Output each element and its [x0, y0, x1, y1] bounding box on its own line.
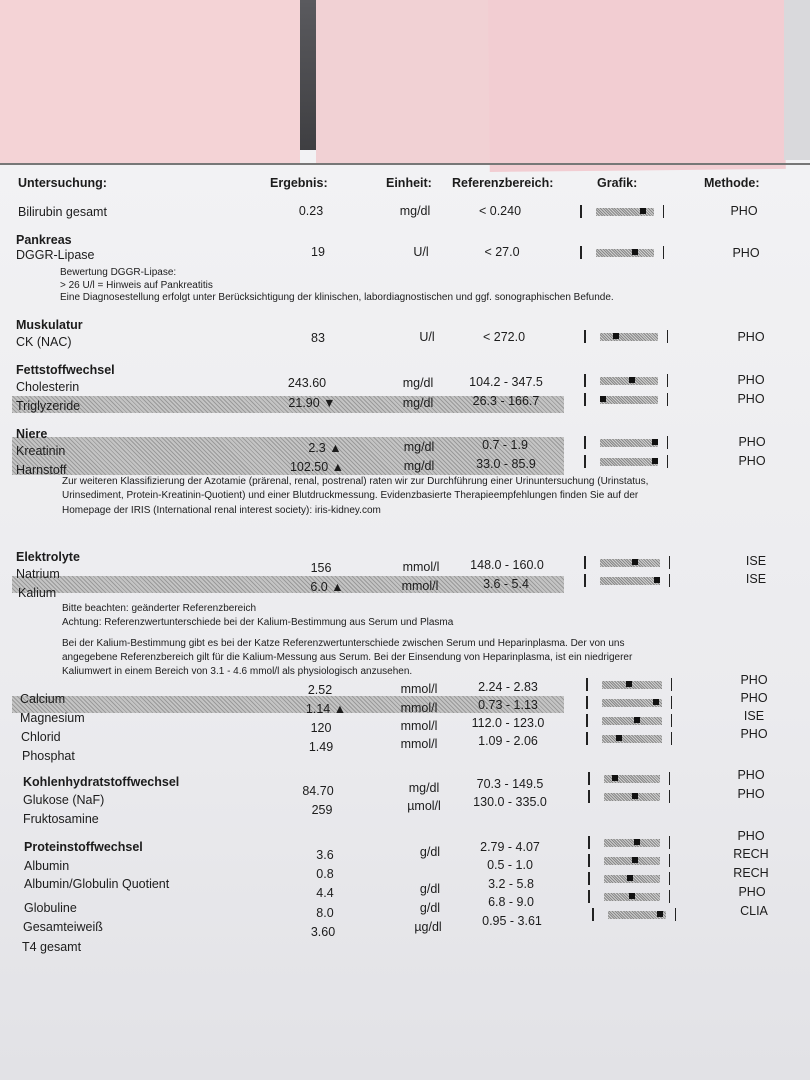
row-unit: mmol/l	[400, 701, 438, 715]
row-value: 19	[311, 245, 325, 259]
section-title: Proteinstoffwechsel	[24, 840, 143, 854]
row-method: ISE	[743, 709, 765, 723]
row-label: Albumin	[24, 859, 70, 873]
note-line: Eine Diagnosestellung erfolgt unter Berücksichtigung der klinischen, labordiagnostischen und ggf. sonographischen Befunde.	[60, 292, 614, 303]
row-reference: 33.0 - 85.9	[476, 457, 536, 471]
row-method: RECH	[733, 847, 769, 861]
row-label: Kreatinin	[16, 444, 66, 458]
row-value: 156	[310, 561, 332, 575]
row-label: Albumin/Globulin Quotient	[24, 877, 170, 891]
row-unit: U/l	[413, 245, 429, 259]
row-method: PHO	[737, 330, 765, 344]
row-value: 0.8	[316, 867, 334, 881]
row-unit: mmol/l	[401, 579, 439, 593]
note-line: > 26 U/l = Hinweis auf Pankreatitis	[60, 280, 213, 291]
row-label: Bilirubin gesamt	[18, 205, 107, 219]
row-value: 243.60	[287, 376, 327, 390]
section-title: Kohlenhydratstoffwechsel	[23, 775, 180, 789]
row-unit: µmol/l	[407, 799, 441, 813]
row-unit: U/l	[419, 330, 435, 344]
note-line: Bewertung DGGR-Lipase:	[60, 267, 177, 278]
row-value: 84.70	[302, 784, 334, 798]
row-method: RECH	[733, 866, 769, 880]
row-value: 3.6	[316, 848, 334, 862]
row-method: PHO	[737, 829, 765, 843]
row-value: 3.60	[310, 925, 336, 939]
row-reference: 148.0 - 160.0	[470, 558, 544, 572]
row-reference: 6.8 - 9.0	[488, 895, 534, 909]
note-line: Achtung: Referenzwertunterschiede bei der Kalium-Bestimmung aus Serum und Plasma	[62, 617, 454, 628]
row-unit: mmol/l	[400, 682, 438, 696]
row-label: T4 gesamt	[22, 940, 82, 954]
row-reference: 70.3 - 149.5	[476, 777, 544, 791]
row-reference: 1.09 - 2.06	[478, 734, 538, 748]
row-method: PHO	[738, 454, 766, 468]
row-label: DGGR-Lipase	[16, 248, 95, 262]
row-value: 83	[311, 331, 325, 345]
sticky-note-middle	[316, 0, 490, 165]
row-value: 6.0 ▲	[310, 580, 344, 594]
row-method: PHO	[732, 246, 760, 260]
divider-line	[0, 163, 810, 165]
row-unit: mg/dl	[402, 376, 434, 390]
header-methode: Methode:	[704, 176, 760, 190]
row-reference: 3.6 - 5.4	[483, 577, 529, 591]
header-ergebnis: Ergebnis:	[270, 176, 328, 190]
note-line: Homepage der IRIS (International renal interest society): iris-kidney.com	[62, 505, 381, 516]
row-label: Magnesium	[20, 711, 85, 725]
row-unit: mmol/l	[400, 719, 438, 733]
row-reference: < 27.0	[484, 245, 520, 259]
note-line: Urinsediment, Protein-Kreatinin-Quotient) und einer Blutdruckmessung. Evidenzbasierte Therapieempfehlungen finden Sie auf der	[62, 490, 639, 501]
section-title: Elektrolyte	[16, 550, 80, 564]
row-reference: < 0.240	[478, 204, 522, 218]
row-unit: mg/dl	[399, 204, 431, 218]
row-unit: g/dl	[419, 882, 441, 896]
row-reference: < 272.0	[482, 330, 526, 344]
row-unit: g/dl	[419, 845, 441, 859]
row-unit: g/dl	[419, 901, 441, 915]
row-unit: mg/dl	[408, 781, 440, 795]
row-method: CLIA	[740, 904, 768, 918]
row-value: 21.90 ▼	[288, 396, 336, 410]
row-reference: 0.7 - 1.9	[482, 438, 528, 452]
header-untersuchung: Untersuchung:	[18, 176, 107, 190]
row-value: 1.14 ▲	[305, 702, 347, 716]
row-label: Harnstoff	[16, 463, 67, 477]
row-value: 8.0	[316, 906, 334, 920]
note-line: Zur weiteren Klassifizierung der Azotamie (prärenal, renal, postrenal) raten wir zur Durchführung einer Urinuntersuchung (Urinstatus,	[62, 476, 649, 487]
row-unit: mmol/l	[402, 560, 440, 574]
section-title: Fettstoffwechsel	[16, 363, 115, 377]
sticky-note-left	[0, 0, 300, 165]
row-method: PHO	[737, 768, 765, 782]
row-method: PHO	[738, 885, 766, 899]
row-method: PHO	[730, 204, 758, 218]
row-label: Globuline	[24, 901, 77, 915]
row-value: 2.52	[307, 683, 333, 697]
row-label: Fruktosamine	[23, 812, 99, 826]
row-value: 259	[311, 803, 333, 817]
row-method: ISE	[745, 572, 767, 586]
row-label: Glukose (NaF)	[23, 793, 105, 807]
row-method: PHO	[740, 727, 768, 741]
row-unit: mg/dl	[402, 396, 434, 410]
row-method: PHO	[737, 787, 765, 801]
row-reference: 0.5 - 1.0	[487, 858, 533, 872]
note-line: Kaliumwert in einem Bereich von 3.1 - 4.6 mmol/l als physiologisch anzusehen.	[62, 666, 413, 677]
row-reference: 130.0 - 335.0	[473, 795, 547, 809]
row-reference: 0.73 - 1.13	[478, 698, 538, 712]
header-einheit: Einheit:	[386, 176, 432, 190]
row-reference: 2.24 - 2.83	[478, 680, 538, 694]
header-referenzbereich: Referenzbereich:	[452, 176, 554, 190]
row-label: Natrium	[16, 567, 60, 581]
row-value: 0.23	[298, 204, 324, 218]
row-label: Gesamteiweiß	[23, 920, 103, 934]
note-line: angegebene Referenzbereich gilt für die Kalium-Messung aus Serum. Bei der Einsendung von Heparinplasma, ist ein niedrigerer	[62, 652, 633, 663]
row-value: 2.3 ▲	[308, 441, 342, 455]
sticky-note-right	[488, 0, 786, 172]
section-title: Muskulatur	[16, 318, 83, 332]
row-reference: 104.2 - 347.5	[469, 375, 543, 389]
note-line: Bitte beachten: geänderter Referenzbereich	[62, 603, 257, 614]
row-reference: 26.3 - 166.7	[472, 394, 540, 408]
highlight-kalium	[12, 576, 564, 593]
row-method: PHO	[737, 392, 765, 406]
row-value: 1.49	[308, 740, 334, 754]
row-unit: µg/dl	[414, 920, 442, 934]
row-unit: mg/dl	[403, 459, 435, 473]
row-unit: mg/dl	[403, 440, 435, 454]
row-reference: 2.79 - 4.07	[480, 840, 540, 854]
row-label: Phosphat	[22, 749, 75, 763]
row-label: Triglyzeride	[16, 399, 81, 413]
row-unit: mmol/l	[400, 737, 438, 751]
row-method: PHO	[737, 373, 765, 387]
section-title: Niere	[16, 427, 48, 441]
row-label: Kalium	[18, 586, 57, 600]
row-label: CK (NAC)	[16, 335, 72, 349]
row-method: PHO	[740, 673, 768, 687]
row-value: 102.50 ▲	[289, 460, 345, 474]
header-grafik: Grafik:	[597, 176, 638, 190]
row-label: Calcium	[20, 692, 66, 706]
row-label: Cholesterin	[16, 380, 80, 394]
row-method: PHO	[740, 691, 768, 705]
row-label: Chlorid	[21, 730, 61, 744]
row-method: PHO	[738, 435, 766, 449]
row-value: 4.4	[316, 886, 334, 900]
paper-edge	[784, 0, 810, 160]
note-line: Bei der Kalium-Bestimmung gibt es bei der Katze Referenzwertunterschiede zwischen Serum und Heparinplasma. Der von uns	[62, 638, 625, 649]
section-title: Pankreas	[16, 233, 72, 247]
row-method: ISE	[745, 554, 767, 568]
row-reference: 112.0 - 123.0	[471, 716, 545, 730]
row-value: 120	[310, 721, 332, 735]
row-reference: 0.95 - 3.61	[482, 914, 542, 928]
row-reference: 3.2 - 5.8	[488, 877, 534, 891]
